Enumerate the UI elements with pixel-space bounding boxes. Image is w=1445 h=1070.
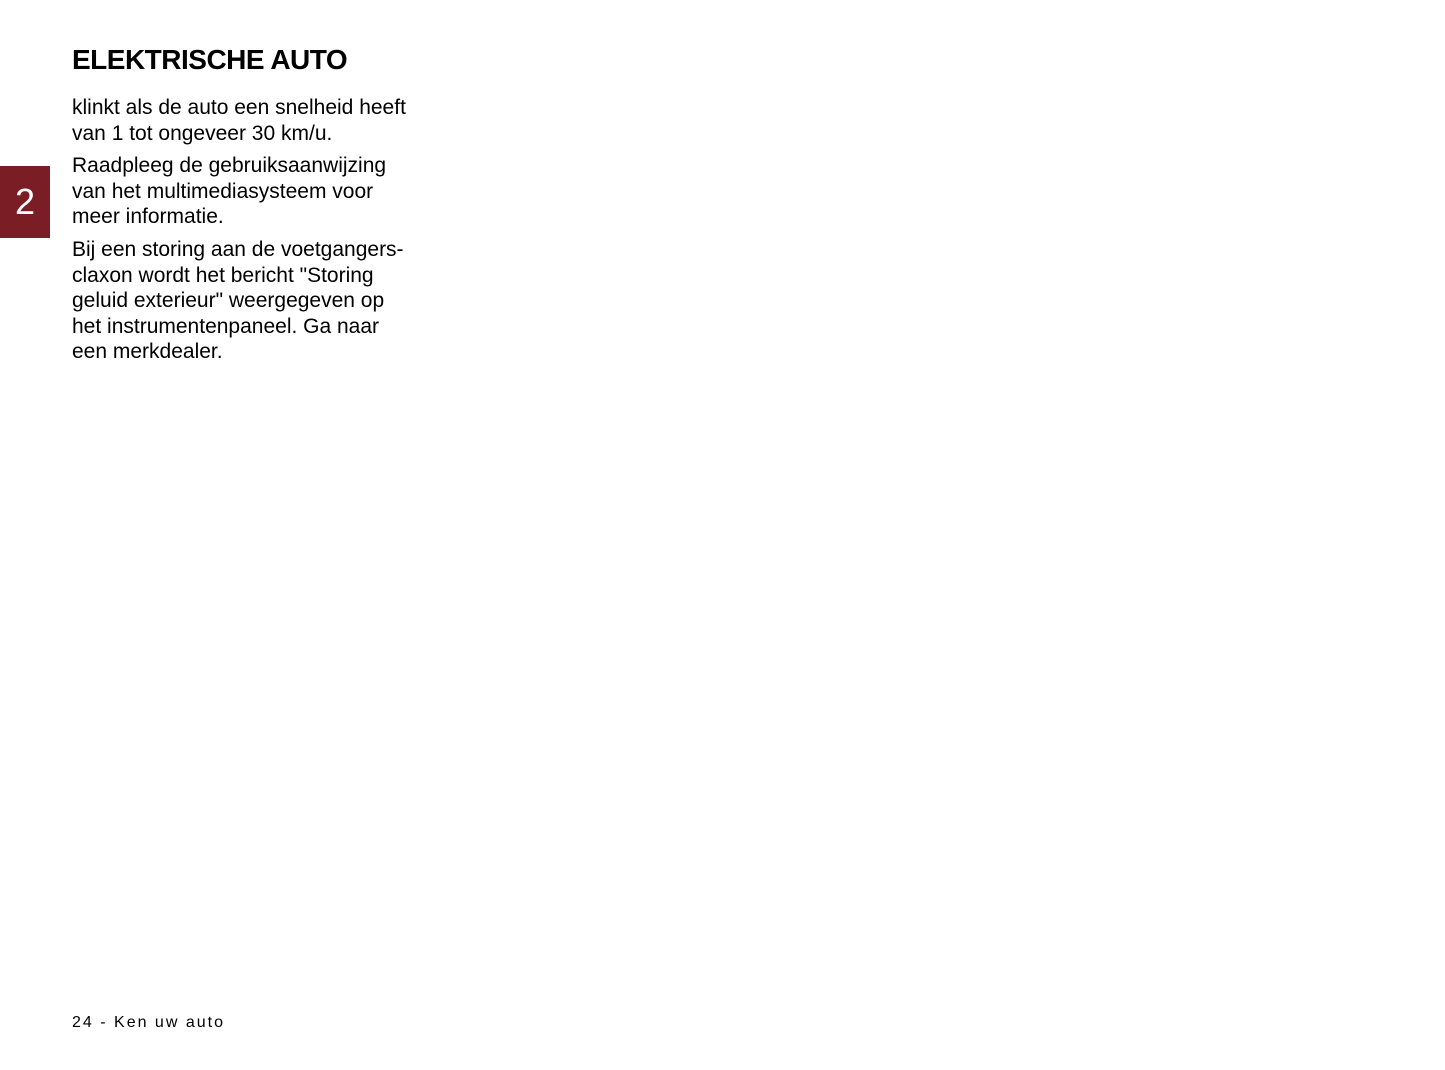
chapter-tab: 2: [0, 166, 50, 238]
section-title: ELEKTRISCHE AUTO: [72, 44, 348, 75]
paragraph-speed-info: klinkt als de auto een snelheid heeft van 1 tot ongeveer 30 km/u.: [72, 96, 406, 145]
page-footer: 24 - Ken uw auto: [72, 1014, 225, 1031]
paragraph-multimedia-reference: Raadpleeg de gebruiksaanwijzing van het multimediasysteem voor meer informatie.: [72, 154, 387, 229]
paragraph-horn-fault: Bij een storing aan de voetgangers- claxon wordt het bericht "Storing geluid exterieur" weergegeven op het instrumentenpaneel. Ga naar een merkdealer.: [72, 237, 404, 364]
body-text-column: [72, 95, 467, 372]
